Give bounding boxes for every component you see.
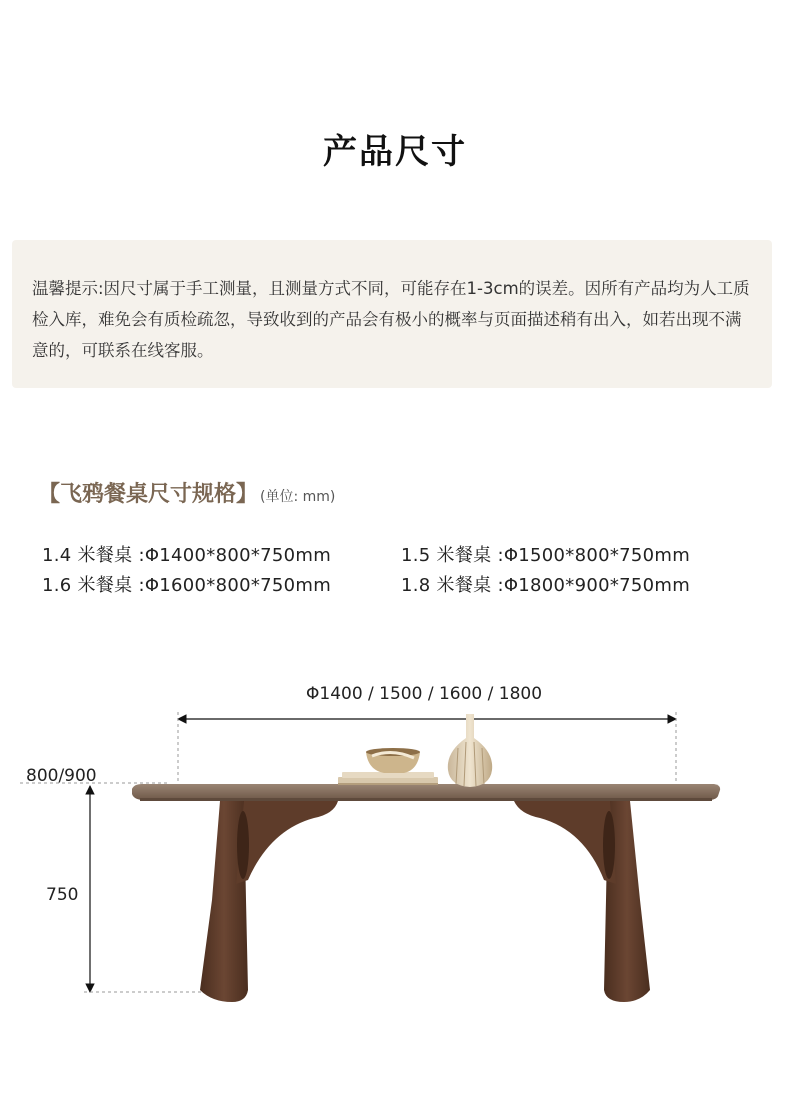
vase-decor xyxy=(448,714,492,787)
spec-item-1400: 1.4 米餐桌 :Φ1400*800*750mm xyxy=(42,545,332,566)
spec-item-1800: 1.8 米餐桌 :Φ1800*900*750mm xyxy=(401,575,691,596)
books-decor xyxy=(338,772,438,785)
left-table-leg xyxy=(200,801,338,1002)
height-dimension-line xyxy=(20,783,210,992)
height-dimension-label: 750 xyxy=(46,885,79,905)
spec-heading-title: 【飞鸦餐桌尺寸规格】 xyxy=(38,482,259,507)
bowl-decor xyxy=(366,748,420,773)
tabletop xyxy=(132,784,720,801)
right-table-leg xyxy=(514,801,650,1002)
width-dimension-label: 800/900 xyxy=(26,766,97,786)
spec-item-1600: 1.6 米餐桌 :Φ1600*800*750mm xyxy=(42,575,332,596)
spec-item-1500: 1.5 米餐桌 :Φ1500*800*750mm xyxy=(401,545,691,566)
notice-text: 温馨提示:因尺寸属于手工测量，且测量方式不同，可能存在1-3cm的误差。因所有产品均为人工质检入库，难免会有质检疏忽，导致收到的产品会有极小的概率与页面描述稍有出入，如若出现不满意的，可联系在线客服。 xyxy=(32,279,750,360)
spec-heading-unit: (单位: mm) xyxy=(260,489,336,505)
length-dimension-label: Φ1400 / 1500 / 1600 / 1800 xyxy=(306,684,543,704)
page-title: 产品尺寸 xyxy=(323,132,467,172)
